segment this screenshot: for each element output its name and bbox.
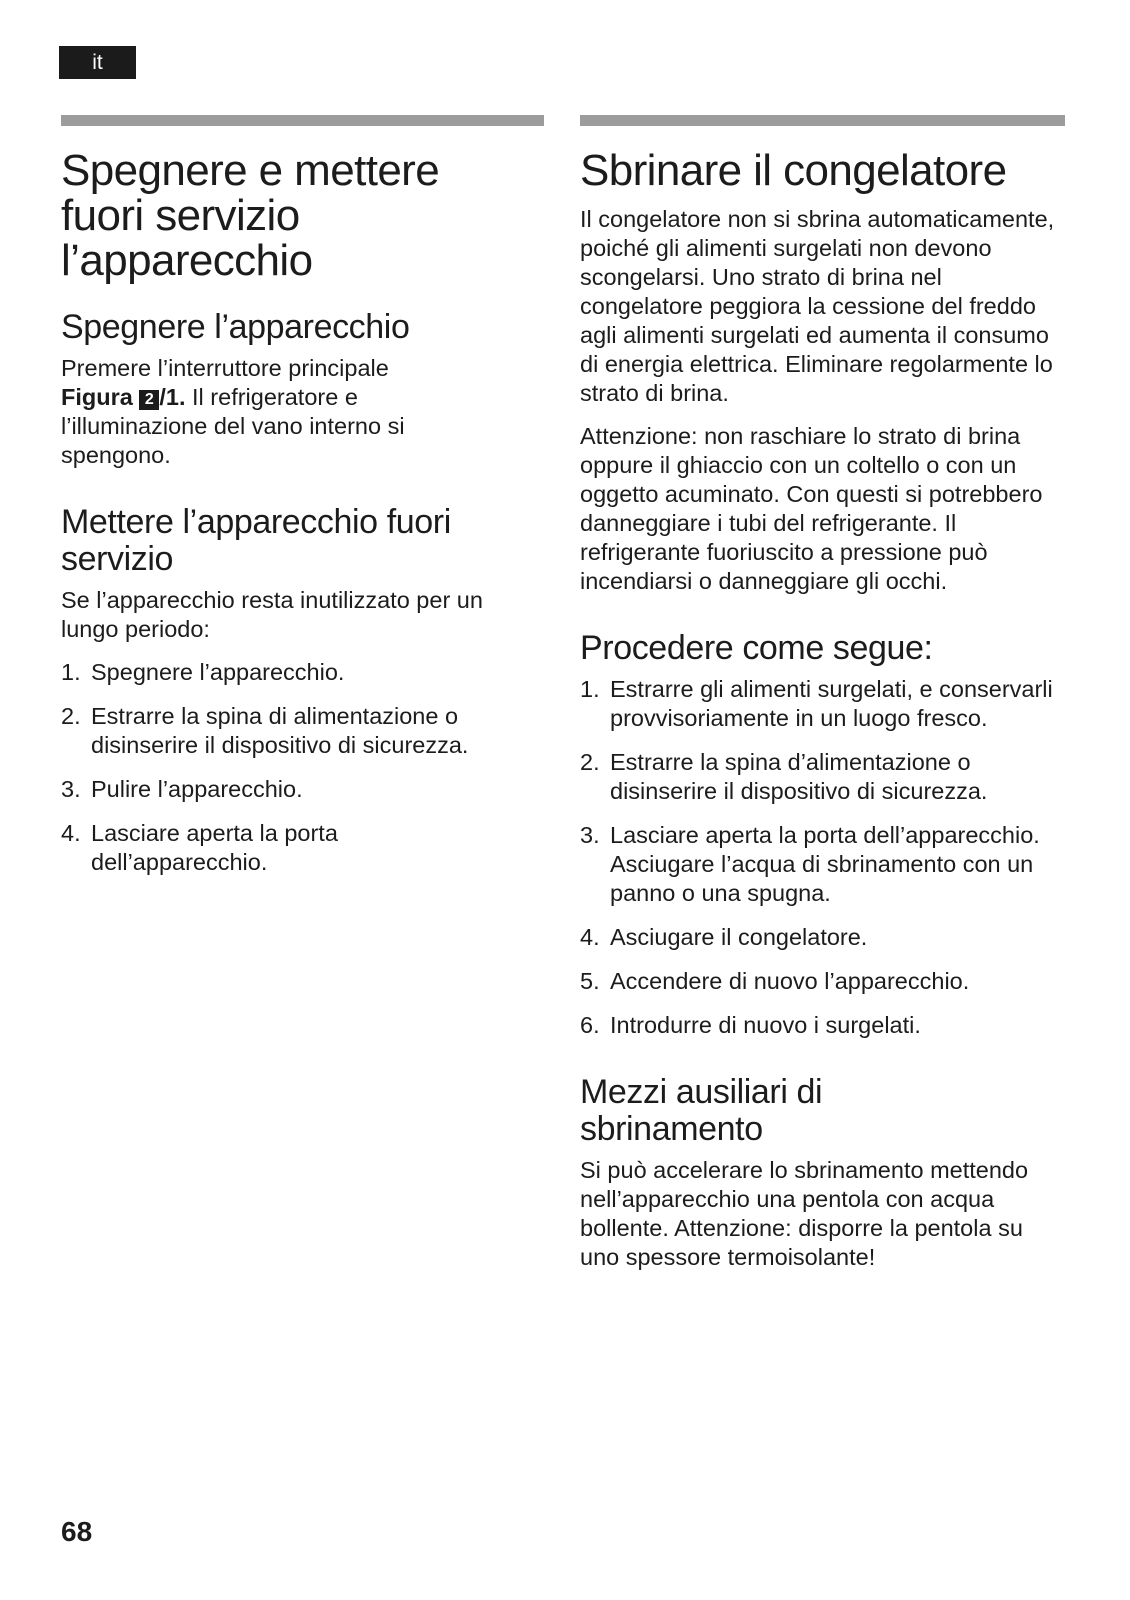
step-text: Estrarre la spina di alimentazione o disinserire il dispositivo di sicurezza. bbox=[91, 703, 469, 758]
step-text: Pulire l’apparecchio. bbox=[91, 776, 303, 802]
step-text: Lasciare aperta la porta dell’apparecchio. Asciugare l’acqua di sbrinamento con un panno o una spugna. bbox=[610, 822, 1040, 906]
switch-off-text bbox=[61, 354, 461, 470]
step-number: 4. bbox=[580, 924, 600, 950]
list-item bbox=[61, 819, 391, 877]
switch-off-text-before: Premere l’interruttore principale bbox=[61, 355, 389, 381]
step-text: Asciugare il congelatore. bbox=[610, 924, 868, 950]
section-title-defrost: Sbrinare il congelatore bbox=[580, 146, 1007, 195]
step-number: 1. bbox=[580, 676, 600, 702]
figure-number-badge: 2 bbox=[139, 390, 159, 410]
heading-switch-off: Spegnere l’apparecchio bbox=[61, 308, 410, 346]
heading-procedure: Procedere come segue: bbox=[580, 629, 933, 667]
defrost-intro: Il congelatore non si sbrina automaticamente, poiché gli alimenti surgelati non devono scongelarsi. Uno strato di brina nel congelatore peggiora la cessione del freddo agli alimenti surgelati ed aumenta il consumo di energia elettrica. Eliminare regolarmente lo strato di brina. bbox=[580, 206, 1055, 406]
step-number: 5. bbox=[580, 968, 600, 994]
figure-ref: /1. bbox=[159, 384, 186, 410]
step-text: Lasciare aperta la porta dell’apparecchio. bbox=[91, 820, 338, 875]
right-column bbox=[580, 115, 1065, 1286]
list-item bbox=[580, 748, 1065, 806]
step-text: Accendere di nuovo l’apparecchio. bbox=[610, 968, 970, 994]
section-rule bbox=[61, 115, 544, 126]
language-tag: it bbox=[59, 46, 136, 79]
step-number: 3. bbox=[580, 822, 600, 848]
step-number: 3. bbox=[61, 776, 81, 802]
step-number: 2. bbox=[61, 703, 81, 729]
left-column bbox=[61, 115, 544, 892]
list-item bbox=[61, 775, 544, 804]
step-text: Estrarre la spina d’alimentazione o disinserire il dispositivo di sicurezza. bbox=[610, 749, 988, 804]
procedure-steps bbox=[580, 675, 1065, 1040]
step-number: 4. bbox=[61, 820, 81, 846]
step-text: Spegnere l’apparecchio. bbox=[91, 659, 345, 685]
page-number: 68 bbox=[61, 1516, 93, 1547]
decommission-steps bbox=[61, 658, 544, 877]
decommission-intro: Se l’apparecchio resta inutilizzato per un lungo periodo: bbox=[61, 587, 483, 642]
step-number: 2. bbox=[580, 749, 600, 775]
section-title-switch-off: Spegnere e mettere fuori servizio l’apparecchio bbox=[61, 146, 440, 285]
defrost-aids-text: Si può accelerare lo sbrinamento mettendo nell’apparecchio una pentola con acqua bollente. Attenzione: disporre la pentola su uno spessore termoisolante! bbox=[580, 1157, 1029, 1270]
list-item bbox=[580, 675, 1065, 733]
list-item bbox=[580, 923, 1065, 952]
figure-label: Figura bbox=[61, 384, 140, 410]
heading-decommission: Mettere l’apparecchio fuori servizio bbox=[61, 503, 451, 578]
heading-defrost-aids: Mezzi ausiliari di sbrinamento bbox=[580, 1073, 823, 1148]
list-item bbox=[580, 967, 1065, 996]
list-item bbox=[580, 821, 1050, 908]
defrost-warning: Attenzione: non raschiare lo strato di brina oppure il ghiaccio con un coltello o con un oggetto acuminato. Con questi si potrebbero danneggiare i tubi del refrigerante. Il refrigerante fuoriuscito a pressione può incendiarsi o danneggiare gli occhi. bbox=[580, 423, 1043, 594]
step-number: 1. bbox=[61, 659, 81, 685]
section-rule bbox=[580, 115, 1065, 126]
list-item bbox=[61, 658, 544, 687]
switch-off-text-after: Il refrigeratore e l’illuminazione del vano interno si spengono. bbox=[61, 384, 405, 468]
step-text: Estrarre gli alimenti surgelati, e conservarli provvisoriamente in un luogo fresco. bbox=[610, 676, 1053, 731]
list-item bbox=[580, 1011, 1065, 1040]
step-text: Introdurre di nuovo i surgelati. bbox=[610, 1012, 921, 1038]
step-number: 6. bbox=[580, 1012, 600, 1038]
list-item bbox=[61, 702, 544, 760]
